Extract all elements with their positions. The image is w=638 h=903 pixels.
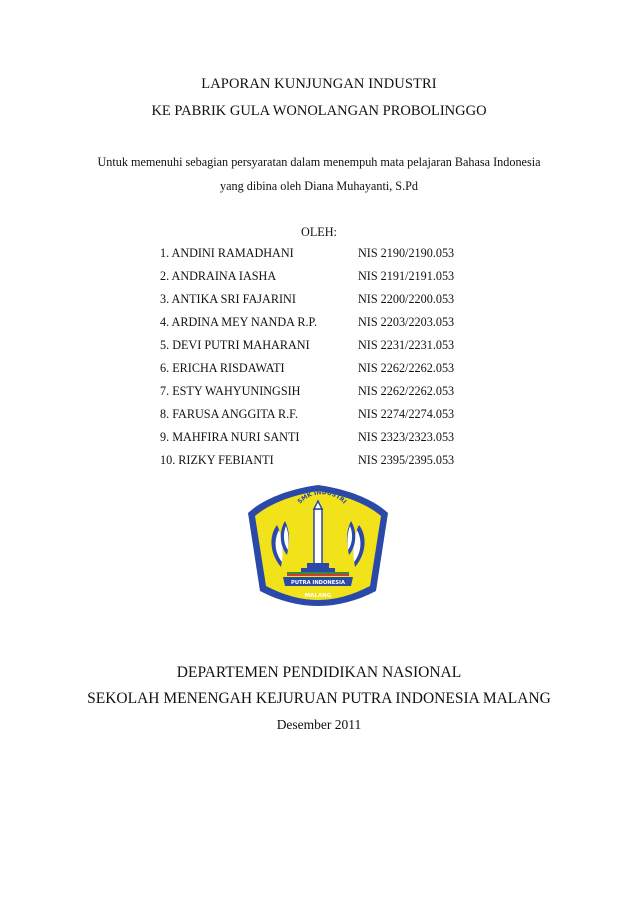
member-nis: NIS 2323/2323.053 — [358, 430, 455, 444]
school-name: SEKOLAH MENENGAH KEJURUAN PUTRA INDONESIA MALANG — [87, 690, 551, 707]
member-name: 7. ESTY WAHYUNINGSIH — [160, 384, 301, 398]
member-name: 6. ERICHA RISDAWATI — [160, 361, 285, 375]
school-logo — [247, 483, 389, 607]
member-nis: NIS 2262/2262.053 — [358, 384, 455, 398]
report-subtitle: KE PABRIK GULA WONOLANGAN PROBOLINGGO — [151, 103, 487, 119]
member-nis: NIS 2200/2200.053 — [358, 292, 455, 306]
member-nis: NIS 2203/2203.053 — [358, 315, 455, 329]
member-row — [160, 315, 480, 338]
member-name: 2. ANDRAINA IASHA — [160, 269, 277, 283]
member-name: 5. DEVI PUTRI MAHARANI — [160, 338, 310, 352]
member-name: 9. MAHFIRA NURI SANTI — [160, 430, 300, 444]
report-date: Desember 2011 — [276, 717, 362, 732]
logo-green-stripe — [287, 572, 349, 574]
report-title: LAPORAN KUNJUNGAN INDUSTRI — [201, 76, 437, 92]
oleh-label: OLEH: — [301, 225, 337, 239]
member-nis: NIS 2231/2231.053 — [358, 338, 455, 352]
member-row — [160, 338, 480, 361]
member-nis: NIS 2191/2191.053 — [358, 269, 455, 283]
member-row — [160, 246, 480, 269]
member-name: 4. ARDINA MEY NANDA R.P. — [160, 315, 317, 329]
member-list — [160, 246, 480, 476]
member-row — [160, 384, 480, 407]
member-row — [160, 407, 480, 430]
member-row — [160, 453, 480, 476]
logo-ribbon-text: PUTRA INDONESIA — [291, 580, 345, 586]
member-row — [160, 292, 480, 315]
logo-city-text: MALANG — [304, 593, 332, 599]
member-row — [160, 269, 480, 292]
member-nis: NIS 2190/2190.053 — [358, 246, 455, 260]
member-name: 1. ANDINI RAMADHANI — [160, 246, 294, 260]
member-name: 3. ANTIKA SRI FAJARINI — [160, 292, 296, 306]
member-name: 10. RIZKY FEBIANTI — [160, 453, 274, 467]
member-nis: NIS 2274/2274.053 — [358, 407, 455, 421]
member-row — [160, 430, 480, 453]
purpose-line-2: yang dibina oleh Diana Muhayanti, S.Pd — [219, 179, 419, 193]
member-name: 8. FARUSA ANGGITA R.F. — [160, 407, 299, 421]
member-row — [160, 361, 480, 384]
member-nis: NIS 2395/2395.053 — [358, 453, 455, 467]
logo-red-stripe — [287, 574, 349, 576]
logo-arc-text: SMK INDUSTRI — [296, 489, 348, 506]
department-name: DEPARTEMEN PENDIDIKAN NASIONAL — [176, 664, 462, 681]
purpose-line-1: Untuk memenuhi sebagian persyaratan dalam menempuh mata pelajaran Bahasa Indonesia — [97, 155, 541, 169]
member-nis: NIS 2262/2262.053 — [358, 361, 455, 375]
